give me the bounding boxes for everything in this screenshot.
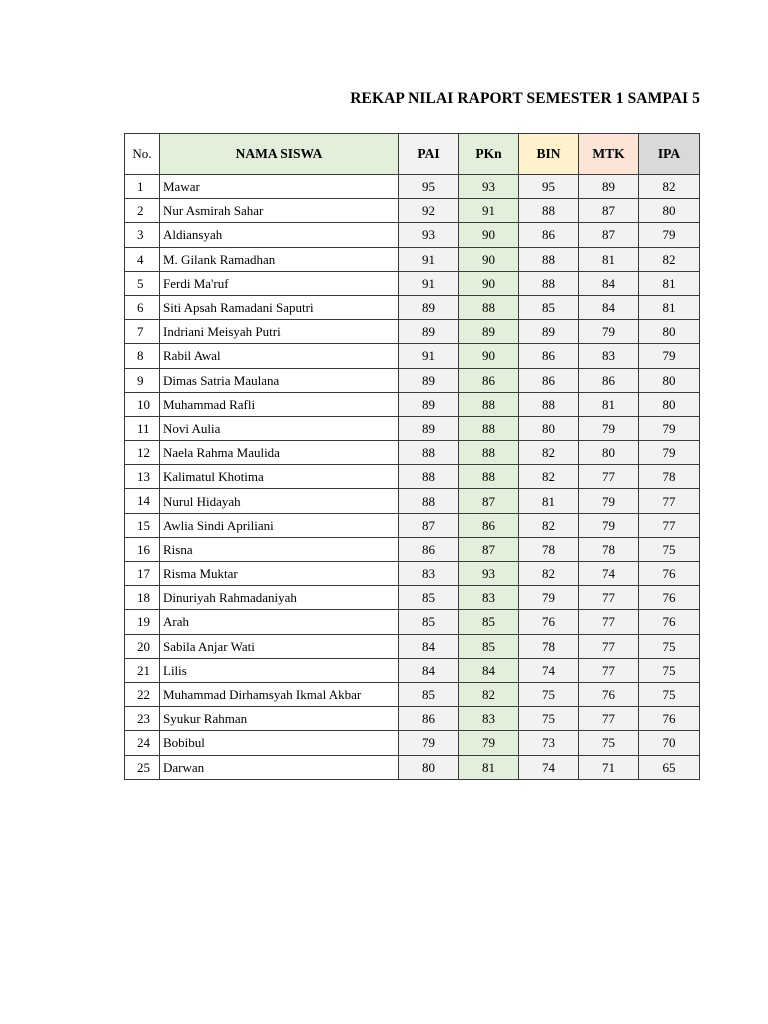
cell-ipa: 77: [639, 513, 700, 537]
table-row: [125, 707, 700, 731]
cell-bin: 73: [519, 731, 579, 755]
cell-ipa: 80: [639, 392, 700, 416]
cell-bin: 82: [519, 465, 579, 489]
cell-ipa: 75: [639, 658, 700, 682]
cell-bin: 88: [519, 247, 579, 271]
cell-mtk: 78: [579, 537, 639, 561]
cell-pkn: 91: [459, 199, 519, 223]
cell-pai: 87: [399, 513, 459, 537]
cell-bin: 85: [519, 295, 579, 319]
cell-pkn: 82: [459, 682, 519, 706]
table-row: [125, 295, 700, 319]
cell-mtk: 86: [579, 368, 639, 392]
cell-mtk: 71: [579, 755, 639, 779]
table-row: [125, 489, 700, 513]
cell-name: Risna: [160, 537, 399, 561]
cell-mtk: 77: [579, 634, 639, 658]
cell-no: 24: [125, 731, 160, 755]
cell-name: Naela Rahma Maulida: [160, 441, 399, 465]
cell-no: 20: [125, 634, 160, 658]
table-row: [125, 441, 700, 465]
cell-ipa: 81: [639, 271, 700, 295]
cell-pkn: 88: [459, 441, 519, 465]
cell-name: Darwan: [160, 755, 399, 779]
table-row: [125, 199, 700, 223]
cell-pkn: 87: [459, 537, 519, 561]
table-row: [125, 392, 700, 416]
cell-no: 3: [125, 223, 160, 247]
cell-ipa: 75: [639, 634, 700, 658]
header-no: No.: [125, 134, 160, 175]
cell-mtk: 80: [579, 441, 639, 465]
cell-pkn: 87: [459, 489, 519, 513]
cell-mtk: 79: [579, 416, 639, 440]
table-row: [125, 344, 700, 368]
cell-name: Indriani Meisyah Putri: [160, 320, 399, 344]
cell-pai: 89: [399, 368, 459, 392]
cell-pai: 85: [399, 682, 459, 706]
header-pkn: PKn: [459, 134, 519, 175]
cell-name: Mawar: [160, 175, 399, 199]
cell-bin: 75: [519, 707, 579, 731]
cell-pkn: 83: [459, 586, 519, 610]
cell-pai: 88: [399, 489, 459, 513]
cell-no: 4: [125, 247, 160, 271]
cell-ipa: 82: [639, 247, 700, 271]
cell-no: 12: [125, 441, 160, 465]
table-row: [125, 682, 700, 706]
table-row: [125, 223, 700, 247]
table-row: [125, 610, 700, 634]
cell-mtk: 77: [579, 586, 639, 610]
cell-mtk: 83: [579, 344, 639, 368]
table-row: [125, 658, 700, 682]
cell-bin: 76: [519, 610, 579, 634]
cell-pai: 91: [399, 344, 459, 368]
cell-mtk: 77: [579, 707, 639, 731]
table-row: [125, 562, 700, 586]
cell-name: Rabil Awal: [160, 344, 399, 368]
cell-pkn: 90: [459, 344, 519, 368]
cell-pai: 89: [399, 320, 459, 344]
cell-pai: 91: [399, 271, 459, 295]
cell-ipa: 79: [639, 344, 700, 368]
cell-pai: 95: [399, 175, 459, 199]
cell-pkn: 81: [459, 755, 519, 779]
cell-pkn: 85: [459, 610, 519, 634]
cell-name: Risma Muktar: [160, 562, 399, 586]
table-row: [125, 247, 700, 271]
cell-ipa: 75: [639, 537, 700, 561]
cell-mtk: 79: [579, 320, 639, 344]
table-row: [125, 755, 700, 779]
cell-pkn: 86: [459, 368, 519, 392]
cell-pkn: 86: [459, 513, 519, 537]
cell-bin: 82: [519, 562, 579, 586]
cell-bin: 78: [519, 537, 579, 561]
cell-mtk: 81: [579, 247, 639, 271]
cell-pkn: 88: [459, 295, 519, 319]
cell-name: Nurul Hidayah: [160, 489, 399, 513]
cell-pai: 85: [399, 586, 459, 610]
cell-name: Muhammad Rafli: [160, 392, 399, 416]
cell-bin: 75: [519, 682, 579, 706]
cell-no: 13: [125, 465, 160, 489]
table-row: [125, 731, 700, 755]
cell-name: Kalimatul Khotima: [160, 465, 399, 489]
table-row: [125, 537, 700, 561]
cell-ipa: 78: [639, 465, 700, 489]
cell-mtk: 89: [579, 175, 639, 199]
cell-pai: 89: [399, 295, 459, 319]
cell-mtk: 81: [579, 392, 639, 416]
cell-bin: 89: [519, 320, 579, 344]
cell-ipa: 80: [639, 199, 700, 223]
cell-no: 17: [125, 562, 160, 586]
cell-name: Aldiansyah: [160, 223, 399, 247]
table-row: [125, 368, 700, 392]
cell-pkn: 88: [459, 416, 519, 440]
cell-name: Dimas Satria Maulana: [160, 368, 399, 392]
cell-no: 10: [125, 392, 160, 416]
cell-pai: 86: [399, 707, 459, 731]
cell-ipa: 65: [639, 755, 700, 779]
table-row: [125, 416, 700, 440]
cell-name: Bobibul: [160, 731, 399, 755]
cell-pkn: 85: [459, 634, 519, 658]
cell-pai: 86: [399, 537, 459, 561]
cell-mtk: 87: [579, 199, 639, 223]
cell-no: 1: [125, 175, 160, 199]
cell-bin: 88: [519, 271, 579, 295]
header-pai: PAI: [399, 134, 459, 175]
cell-no: 9: [125, 368, 160, 392]
cell-no: 5: [125, 271, 160, 295]
cell-mtk: 75: [579, 731, 639, 755]
cell-ipa: 76: [639, 707, 700, 731]
cell-name: M. Gilank Ramadhan: [160, 247, 399, 271]
cell-ipa: 76: [639, 562, 700, 586]
cell-pai: 88: [399, 441, 459, 465]
grades-table: [124, 133, 700, 780]
cell-pai: 88: [399, 465, 459, 489]
cell-mtk: 84: [579, 295, 639, 319]
cell-pkn: 89: [459, 320, 519, 344]
cell-pai: 85: [399, 610, 459, 634]
cell-ipa: 79: [639, 441, 700, 465]
cell-no: 14: [125, 489, 160, 513]
cell-pai: 92: [399, 199, 459, 223]
cell-mtk: 77: [579, 610, 639, 634]
cell-pai: 83: [399, 562, 459, 586]
cell-name: Nur Asmirah Sahar: [160, 199, 399, 223]
table-body: [125, 175, 700, 780]
cell-bin: 88: [519, 392, 579, 416]
cell-mtk: 79: [579, 513, 639, 537]
cell-ipa: 81: [639, 295, 700, 319]
cell-pai: 91: [399, 247, 459, 271]
cell-pai: 89: [399, 392, 459, 416]
cell-mtk: 87: [579, 223, 639, 247]
cell-no: 6: [125, 295, 160, 319]
cell-ipa: 82: [639, 175, 700, 199]
cell-pkn: 88: [459, 392, 519, 416]
cell-no: 2: [125, 199, 160, 223]
cell-name: Sabila Anjar Wati: [160, 634, 399, 658]
cell-bin: 78: [519, 634, 579, 658]
cell-pai: 84: [399, 658, 459, 682]
cell-ipa: 77: [639, 489, 700, 513]
table-row: [125, 465, 700, 489]
table-row: [125, 634, 700, 658]
cell-ipa: 79: [639, 223, 700, 247]
table-row: [125, 175, 700, 199]
header-name: NAMA SISWA: [160, 134, 399, 175]
cell-bin: 86: [519, 368, 579, 392]
cell-no: 23: [125, 707, 160, 731]
cell-no: 8: [125, 344, 160, 368]
cell-name: Lilis: [160, 658, 399, 682]
cell-mtk: 77: [579, 465, 639, 489]
cell-bin: 79: [519, 586, 579, 610]
cell-ipa: 80: [639, 368, 700, 392]
cell-bin: 80: [519, 416, 579, 440]
cell-bin: 88: [519, 199, 579, 223]
cell-mtk: 79: [579, 489, 639, 513]
table-row: [125, 320, 700, 344]
cell-mtk: 76: [579, 682, 639, 706]
cell-name: Dinuriyah Rahmadaniyah: [160, 586, 399, 610]
cell-no: 21: [125, 658, 160, 682]
cell-bin: 82: [519, 513, 579, 537]
cell-pai: 89: [399, 416, 459, 440]
cell-bin: 74: [519, 658, 579, 682]
cell-no: 19: [125, 610, 160, 634]
cell-pkn: 93: [459, 562, 519, 586]
cell-pkn: 83: [459, 707, 519, 731]
cell-ipa: 76: [639, 586, 700, 610]
cell-no: 16: [125, 537, 160, 561]
cell-ipa: 70: [639, 731, 700, 755]
cell-no: 22: [125, 682, 160, 706]
cell-mtk: 74: [579, 562, 639, 586]
cell-bin: 86: [519, 223, 579, 247]
cell-name: Siti Apsah Ramadani Saputri: [160, 295, 399, 319]
cell-no: 11: [125, 416, 160, 440]
cell-pkn: 84: [459, 658, 519, 682]
cell-mtk: 84: [579, 271, 639, 295]
cell-pkn: 88: [459, 465, 519, 489]
cell-pkn: 90: [459, 223, 519, 247]
cell-ipa: 76: [639, 610, 700, 634]
cell-no: 15: [125, 513, 160, 537]
cell-no: 18: [125, 586, 160, 610]
cell-pai: 79: [399, 731, 459, 755]
cell-name: Syukur Rahman: [160, 707, 399, 731]
cell-mtk: 77: [579, 658, 639, 682]
cell-name: Muhammad Dirhamsyah Ikmal Akbar: [160, 682, 399, 706]
header-bin: BIN: [519, 134, 579, 175]
cell-pai: 84: [399, 634, 459, 658]
cell-pkn: 90: [459, 271, 519, 295]
header-mtk: MTK: [579, 134, 639, 175]
cell-name: Novi Aulia: [160, 416, 399, 440]
cell-pkn: 93: [459, 175, 519, 199]
table-row: [125, 513, 700, 537]
table-header-row: [125, 134, 700, 175]
cell-bin: 81: [519, 489, 579, 513]
cell-no: 7: [125, 320, 160, 344]
cell-pkn: 90: [459, 247, 519, 271]
cell-bin: 95: [519, 175, 579, 199]
table-row: [125, 586, 700, 610]
cell-ipa: 75: [639, 682, 700, 706]
cell-bin: 82: [519, 441, 579, 465]
cell-pai: 93: [399, 223, 459, 247]
cell-pkn: 79: [459, 731, 519, 755]
cell-name: Ferdi Ma'ruf: [160, 271, 399, 295]
page-title: REKAP NILAI RAPORT SEMESTER 1 SAMPAI 5: [350, 90, 700, 107]
cell-pai: 80: [399, 755, 459, 779]
cell-no: 25: [125, 755, 160, 779]
header-ipa: IPA: [639, 134, 700, 175]
cell-bin: 86: [519, 344, 579, 368]
cell-name: Arah: [160, 610, 399, 634]
cell-bin: 74: [519, 755, 579, 779]
cell-name: Awlia Sindi Apriliani: [160, 513, 399, 537]
cell-ipa: 80: [639, 320, 700, 344]
cell-ipa: 79: [639, 416, 700, 440]
table-row: [125, 271, 700, 295]
